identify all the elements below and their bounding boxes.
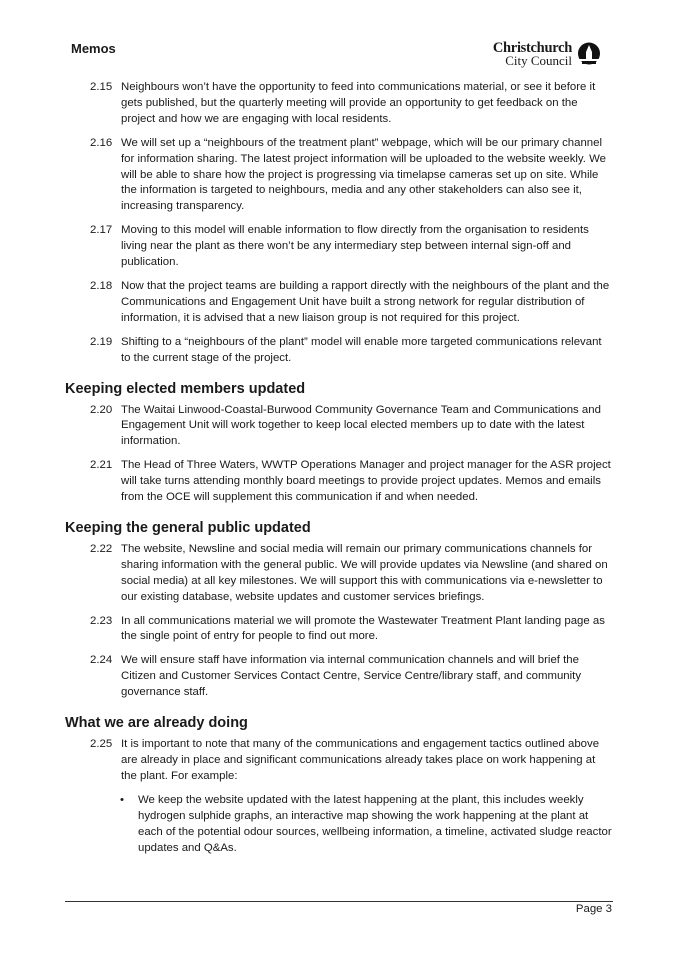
paragraph-text: We will ensure staff have information via internal communication channels and will brief the Citizen and Customer Services Contact Centre, Service Centre/library staff, and community governance staff. [121, 654, 582, 699]
paragraph-number: 2.22 [90, 542, 113, 555]
numbered-paragraph [65, 80, 613, 128]
paragraph-number: 2.20 [90, 403, 113, 416]
paragraph-text: In all communications material we will promote the Wastewater Treatment Plant landing page as the single point of entry for people to find out more. [121, 614, 605, 643]
section-heading: Keeping elected members updated [65, 380, 306, 397]
paragraph-number: 2.21 [90, 459, 113, 472]
bullet-icon: • [120, 793, 124, 806]
section-heading: Keeping the general public updated [65, 519, 311, 536]
numbered-paragraph [65, 136, 613, 216]
paragraph-text: Shifting to a “neighbours of the plant” model will enable more targeted communications relevant to the current stage of the project. [121, 335, 602, 364]
numbered-paragraph [65, 542, 613, 606]
memo-body [65, 80, 613, 856]
footer-rule [65, 901, 613, 902]
logo-line1: Christchurch [492, 40, 572, 56]
paragraph-number: 2.24 [90, 654, 113, 667]
paragraph-text: Neighbours won’t have the opportunity to feed into communications material, or see it before it gets published, but the quarterly meeting will provide an opportunity to get feedback on the project and how we are engaging with local residents. [121, 81, 596, 125]
header-label: Memos [71, 41, 116, 56]
council-logo [492, 40, 602, 69]
paragraph-text: The Waitai Linwood-Coastal-Burwood Community Governance Team and Communications and Engagement Unit will work together to keep local elected members up to date with the latest information. [121, 403, 601, 448]
bullet-item [65, 793, 613, 857]
paragraph-number: 2.15 [90, 81, 113, 93]
numbered-paragraph [65, 335, 613, 367]
paragraph-text: The website, Newsline and social media will remain our primary communications channels for sharing information with the general public. We will provide updates via Newsline (and shared on social media) at all key milestones. We will support this with communications via e-newsletter to our existing database, website updates and customer services briefings. [121, 542, 608, 603]
paragraph-text: Now that the project teams are building a rapport directly with the neighbours of the plant and the Communications and Engagement Unit have built a strong network for regular distribution of information, it is advised that a new liaison group is not required for this project. [121, 279, 610, 324]
numbered-paragraph [65, 653, 613, 701]
section-heading: What we are already doing [65, 715, 248, 732]
paragraph-text: Moving to this model will enable information to flow directly from the organisation to residents living near the plant as there won’t be any intermediary step between internal sign-off and publication. [121, 224, 589, 269]
numbered-paragraph [65, 737, 613, 785]
numbered-paragraph [65, 403, 613, 451]
numbered-paragraph [65, 458, 613, 506]
logo-line2: City Council [505, 53, 572, 68]
paragraph-text: We will set up a “neighbours of the treatment plant” webpage, which will be our primary channel for information sharing. The latest project information will be uploaded to the website weekly. We will be able to share how the project is progressing via timelapse cameras set up on site. While the information is targeted to neighbours, media and any other stakeholders can also see it, increasing transparency. [121, 136, 606, 213]
numbered-paragraph [65, 614, 613, 646]
paragraph-number: 2.17 [90, 224, 113, 237]
paragraph-text: It is important to note that many of the communications and engagement tactics outlined above are already in place and significant communications already takes place on work happening at the plant. For example: [121, 738, 600, 782]
numbered-paragraph [65, 279, 613, 327]
bullet-text: We keep the website updated with the latest happening at the plant, this includes weekly hydrogen sulphide graphs, an interactive map showing the work happening at the plant at each of the potential odour sources, wellbeing information, a timeline, activated sludge reactor updates and Q&As. [138, 793, 612, 854]
paragraph-number: 2.16 [90, 136, 113, 149]
paragraph-number: 2.19 [90, 335, 113, 348]
cathedral-logo-icon [576, 42, 602, 66]
page-number: Page 3 [575, 903, 612, 915]
paragraph-text: The Head of Three Waters, WWTP Operations Manager and project manager for the ASR project will take turns attending monthly board meetings to provide project updates. Memos and emails from the OCE will supplement this communication if and when needed. [121, 459, 611, 504]
paragraph-number: 2.18 [90, 279, 113, 292]
paragraph-number: 2.25 [90, 738, 113, 751]
paragraph-number: 2.23 [90, 614, 113, 627]
numbered-paragraph [65, 223, 613, 271]
